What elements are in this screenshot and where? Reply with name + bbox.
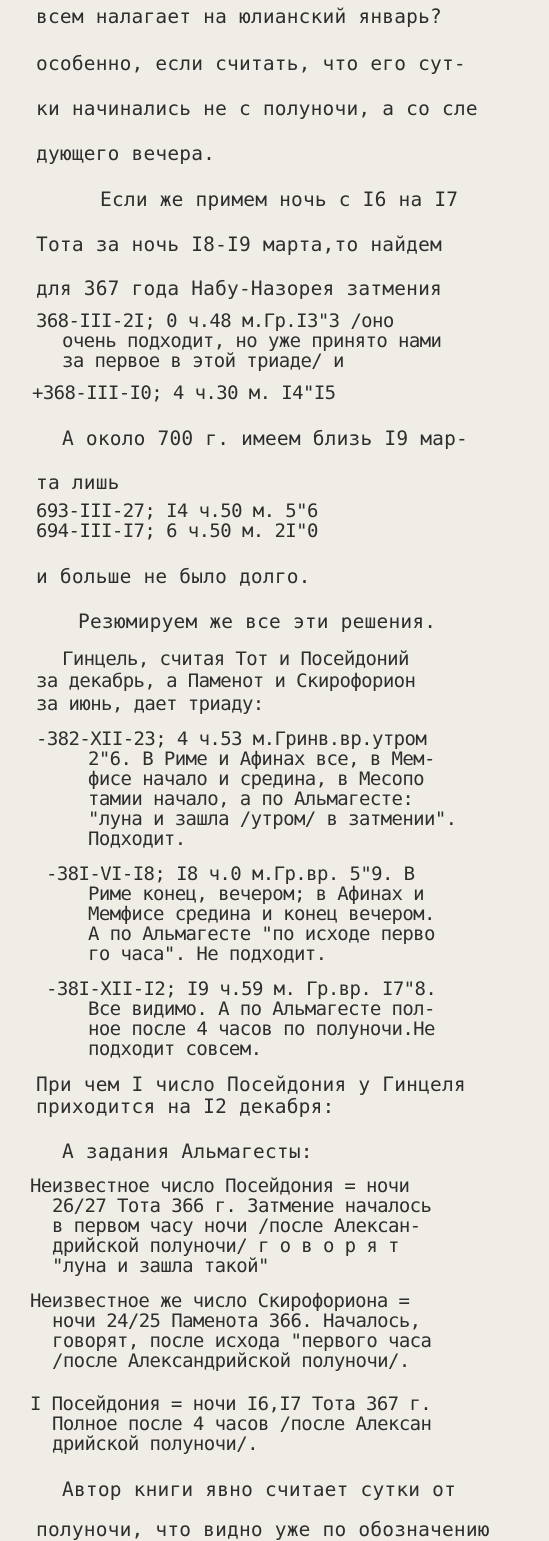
text-line: за июнь, дает триаду: bbox=[36, 693, 264, 715]
text-line: всем налагает на юлианский январь? bbox=[36, 5, 442, 28]
text-line: тамии начало, а по Альмагесте: bbox=[88, 788, 414, 810]
text-line: Гинцель, считая Тот и Посейдоний bbox=[62, 648, 409, 670]
text-line: А по Альмагесте "по исходе перво bbox=[88, 923, 435, 945]
text-line: Все видимо. А по Альмагесте пол- bbox=[88, 998, 435, 1020]
text-line: -382-XII-23; 4 ч.53 м.Гринв.вр.утром bbox=[36, 728, 427, 750]
text-line: для 367 года Набу-Назорея затмения bbox=[36, 277, 442, 300]
text-line: Полное после 4 часов /после Алексан bbox=[52, 1413, 432, 1435]
text-line: При чем I число Посейдония у Гинцеля bbox=[36, 1073, 466, 1096]
text-line: дрийской полуночи/. bbox=[52, 1433, 258, 1455]
text-line: фисе начало и средина, в Месопо bbox=[88, 768, 425, 790]
text-line: дрийской полуночи/ г о в о р я т bbox=[52, 1235, 399, 1257]
text-line: дующего вечера. bbox=[36, 142, 216, 165]
text-line: Мемфисе средина и конец вечером. bbox=[88, 903, 435, 925]
text-line: 694-III-I7; 6 ч.50 м. 2I"0 bbox=[36, 520, 318, 542]
text-line: говорят, после исхода "первого часа bbox=[52, 1330, 432, 1352]
text-line: Если же примем ночь с I6 на I7 bbox=[100, 188, 459, 211]
text-line: -38I-VI-I8; I8 ч.0 м.Гр.вр. 5"9. В bbox=[46, 863, 415, 885]
text-line: "луна и зашла такой" bbox=[52, 1255, 269, 1277]
text-line: Подходит. bbox=[88, 828, 186, 850]
text-line: полуночи, что видно уже по обозначению bbox=[36, 1518, 490, 1541]
text-line: за декабрь, а Паменот и Скирофорион bbox=[36, 670, 416, 692]
text-line: Неизвестное же число Скирофориона = bbox=[30, 1290, 410, 1312]
text-line: 368-III-2I; 0 ч.48 м.Гр.I3"3 /оно bbox=[36, 310, 394, 332]
text-line: Неизвестное число Посейдония = ночи bbox=[30, 1175, 410, 1197]
text-line: особенно, если считать, что его сут- bbox=[36, 52, 466, 75]
text-line: Тота за ночь I8-I9 марта,то найдем bbox=[36, 233, 442, 256]
text-line: Автор книги явно считает сутки от bbox=[62, 1478, 457, 1501]
text-line: Риме конец, вечером; в Афинах и bbox=[88, 883, 425, 905]
text-line: Резюмируем же все эти решения. bbox=[78, 610, 437, 633]
text-line: 2"6. В Риме и Афинах все, в Мем- bbox=[88, 748, 435, 770]
text-line: та лишь bbox=[36, 471, 120, 494]
text-line: -38I-XII-I2; I9 ч.59 м. Гр.вр. I7"8. bbox=[46, 978, 437, 1000]
text-line: А около 700 г. имеем близь I9 мар- bbox=[62, 427, 468, 450]
text-line: ное после 4 часов по полуночи.Не bbox=[88, 1018, 435, 1040]
text-line: очень подходит, но уже принято нами bbox=[62, 330, 442, 352]
text-line: ки начинались не с полуночи, а со сле bbox=[36, 97, 478, 120]
text-line: приходится на I2 декабря: bbox=[36, 1095, 335, 1118]
text-line: I Посейдония = ночи I6,I7 Тота 367 г. bbox=[30, 1393, 432, 1415]
text-line: 26/27 Тота 366 г. Затмение началось bbox=[52, 1195, 432, 1217]
text-line: подходит совсем. bbox=[88, 1038, 262, 1060]
text-line: 693-III-27; I4 ч.50 м. 5"6 bbox=[36, 500, 318, 522]
text-line: го часа". Не подходит. bbox=[88, 943, 327, 965]
text-line: "луна и зашла /утром/ в затмении". bbox=[88, 808, 457, 830]
text-line: /после Александрийской полуночи/. bbox=[52, 1350, 410, 1372]
text-line: ночи 24/25 Паменота 366. Началось, bbox=[52, 1310, 421, 1332]
text-line: А задания Альмагесты: bbox=[62, 1140, 313, 1163]
text-line: и больше не было долго. bbox=[36, 565, 311, 588]
text-line: за первое в этой триаде/ и bbox=[62, 350, 344, 372]
text-line: в первом часу ночи /после Алексан- bbox=[52, 1215, 421, 1237]
text-line: +368-III-I0; 4 ч.30 м. I4"I5 bbox=[32, 382, 336, 404]
